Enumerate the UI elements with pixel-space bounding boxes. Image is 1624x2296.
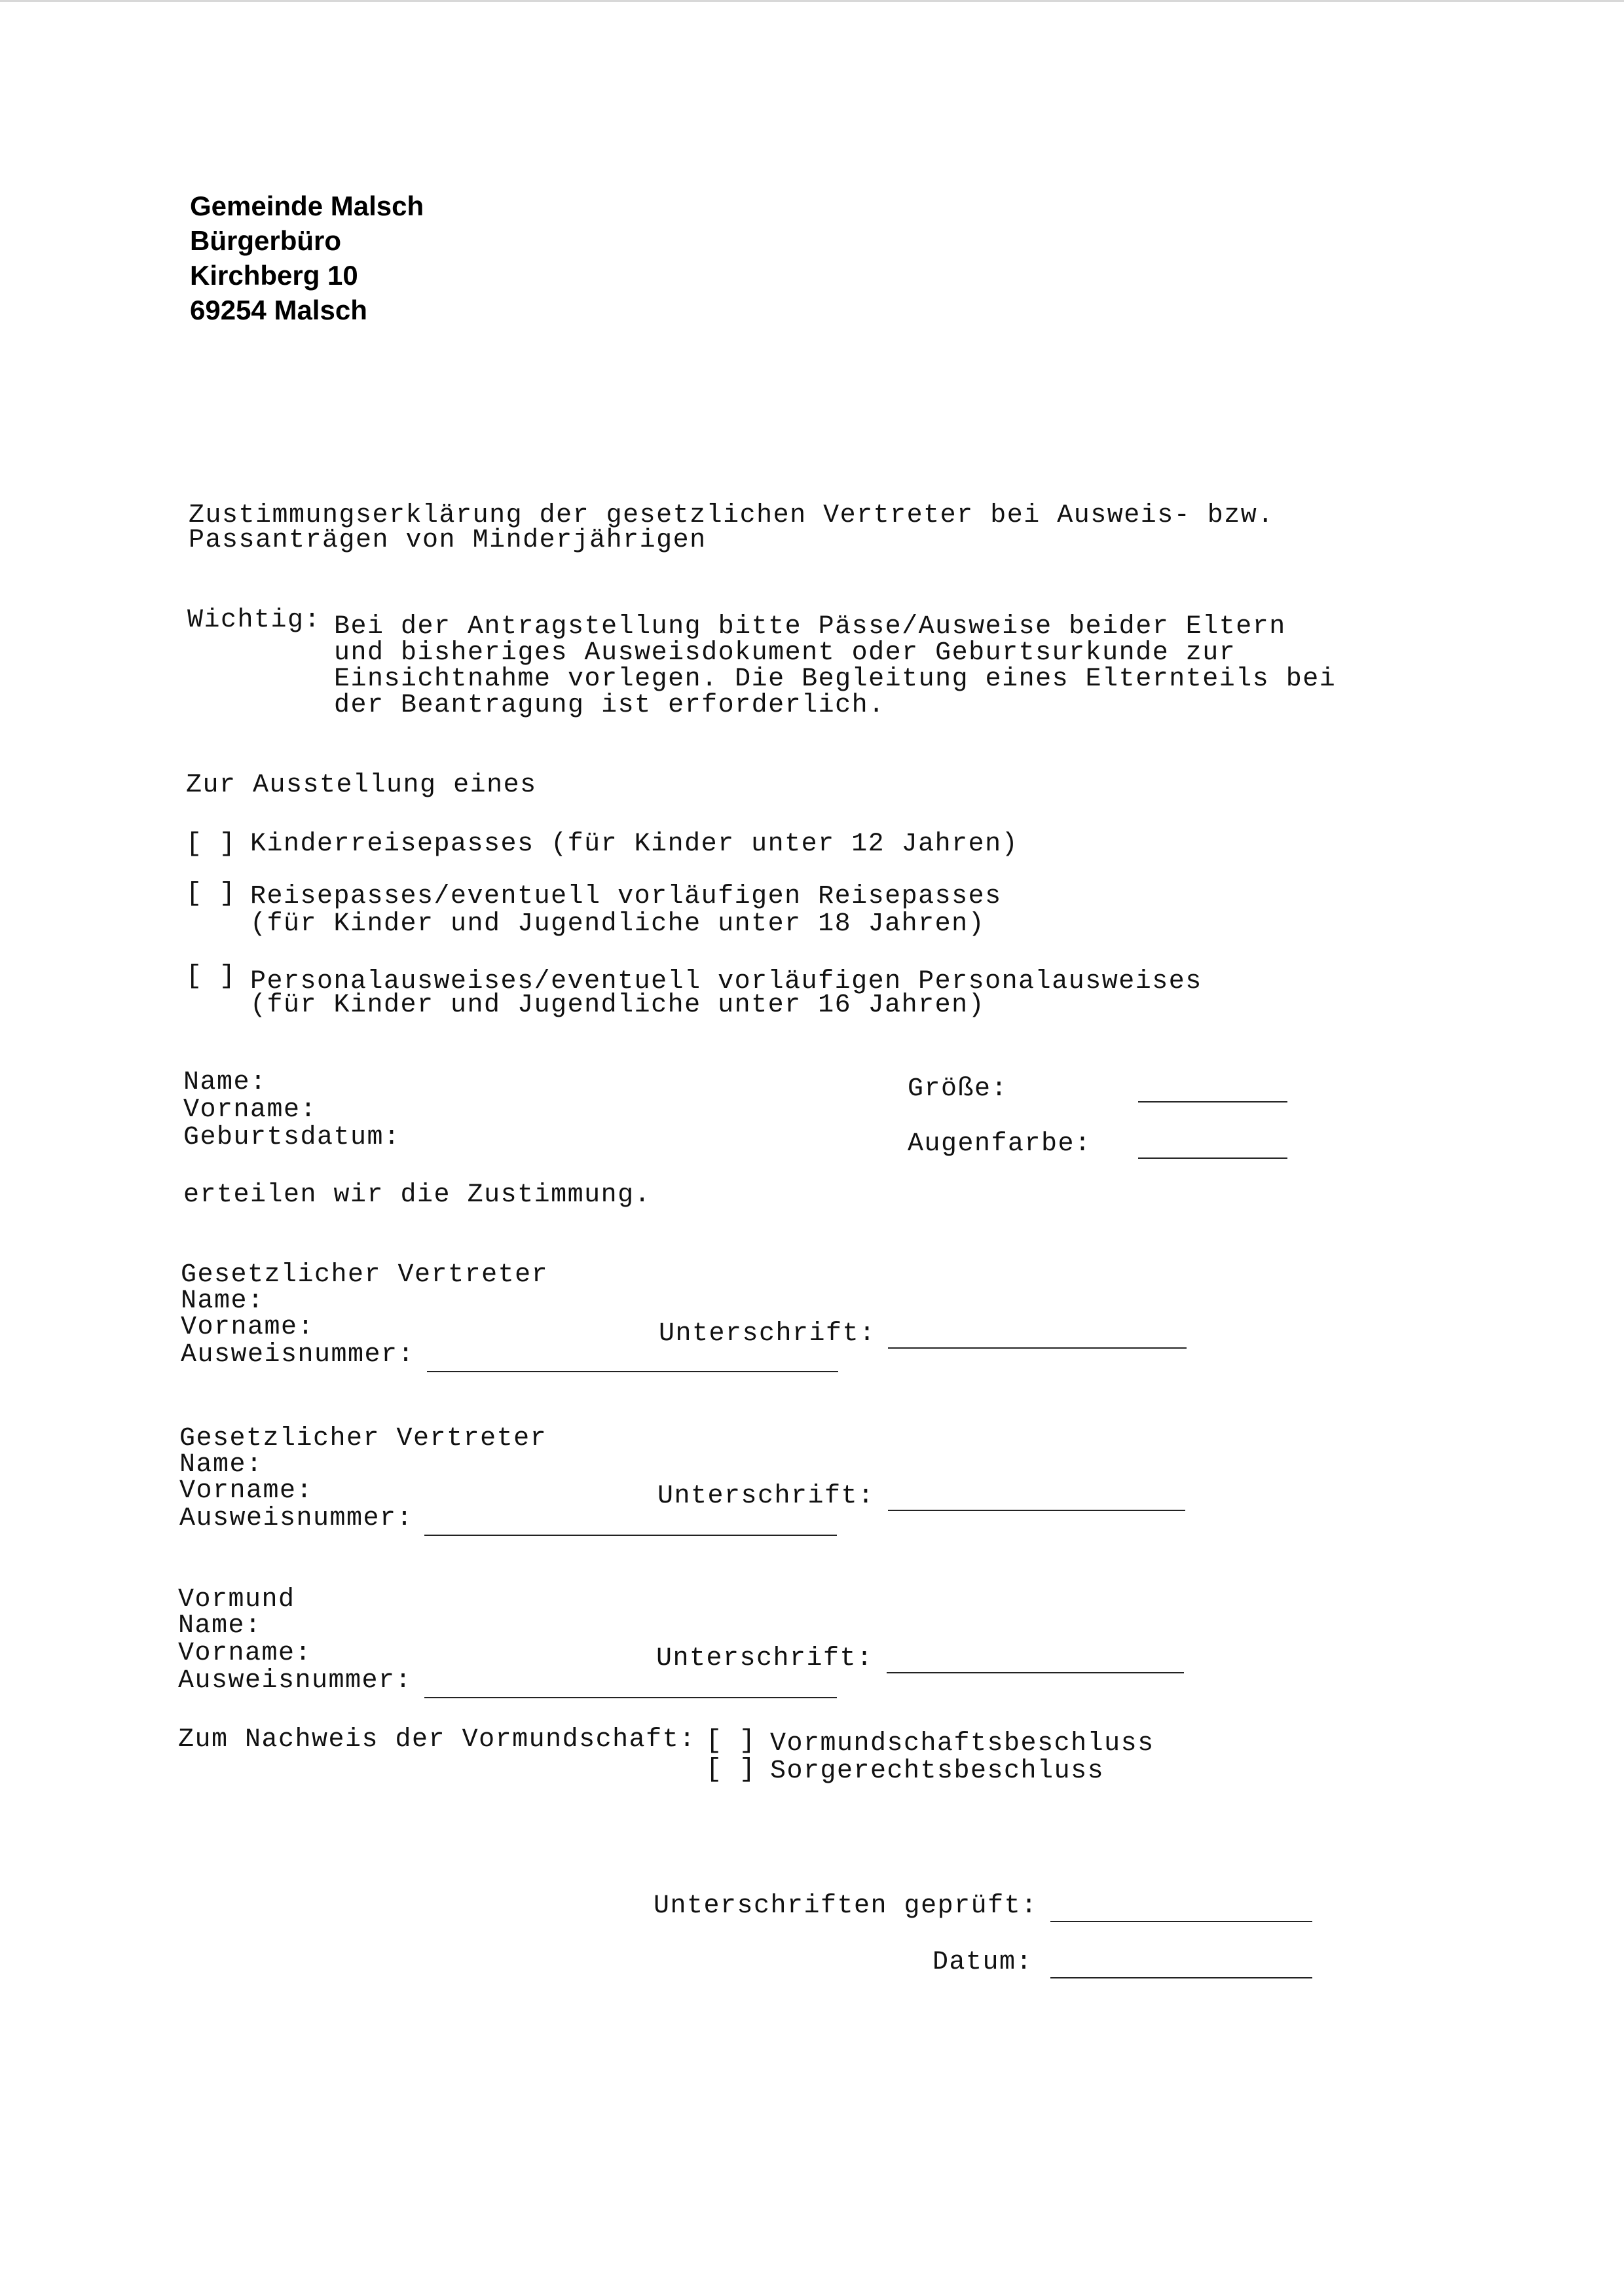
address-line-4: 69254 Malsch [190, 295, 367, 325]
guardian-name-label: Name: [178, 1611, 262, 1641]
important-line-1: Bei der Antragstellung bitte Pässe/Ausweise beider Eltern [334, 612, 1286, 642]
checkbox-personalausweis[interactable]: [ ] [186, 962, 236, 991]
representative-1-ausweis-line[interactable] [427, 1371, 838, 1372]
child-name-label: Name: [183, 1068, 267, 1097]
groesse-field-line[interactable] [1138, 1101, 1287, 1102]
groesse-label: Größe: [908, 1074, 1008, 1104]
representative-2-vorname-label: Vorname: [179, 1476, 314, 1506]
date-line[interactable] [1050, 1977, 1312, 1978]
option-vormundschaftsbeschluss: Vormundschaftsbeschluss [770, 1729, 1154, 1758]
representative-2-heading: Gesetzlicher Vertreter [179, 1424, 547, 1453]
representative-2-signature-label: Unterschrift: [657, 1482, 875, 1511]
augenfarbe-field-line[interactable] [1138, 1157, 1287, 1159]
representative-1-name-label: Name: [181, 1286, 265, 1316]
proof-label: Zum Nachweis der Vormundschaft: [178, 1725, 696, 1755]
scan-top-edge [0, 0, 1624, 2]
address-line-2: Bürgerbüro [190, 225, 341, 256]
representative-1-signature-line[interactable] [888, 1347, 1187, 1349]
important-label: Wichtig: [187, 606, 322, 635]
guardian-ausweis-label: Ausweisnummer: [178, 1666, 413, 1696]
signatures-verified-label: Unterschriften geprüft: [654, 1891, 1038, 1921]
date-label: Datum: [932, 1948, 1033, 1977]
important-line-4: der Beantragung ist erforderlich. [334, 691, 885, 720]
representative-1-vorname-label: Vorname: [181, 1313, 315, 1342]
representative-2-signature-line[interactable] [888, 1510, 1185, 1511]
representative-1-heading: Gesetzlicher Vertreter [181, 1260, 549, 1290]
guardian-heading: Vormund [178, 1585, 295, 1614]
checkbox-sorgerechtsbeschluss[interactable]: [ ] [706, 1755, 756, 1785]
augenfarbe-label: Augenfarbe: [908, 1129, 1092, 1159]
representative-1-signature-label: Unterschrift: [659, 1319, 876, 1349]
option-personalausweis-line-1: Personalausweises/eventuell vorläufigen Personalausweises [250, 967, 1202, 996]
guardian-signature-line[interactable] [887, 1672, 1184, 1673]
checkbox-kinderreisepass[interactable]: [ ] [186, 829, 236, 859]
address-line-3: Kirchberg 10 [190, 260, 358, 291]
option-kinderreisepass: Kinderreisepasses (für Kinder unter 12 Jahren) [250, 829, 1019, 859]
guardian-signature-label: Unterschrift: [656, 1644, 874, 1673]
option-reisepass-line-2: (für Kinder und Jugendliche unter 18 Jahren) [250, 909, 986, 939]
consent-text: erteilen wir die Zustimmung. [183, 1180, 652, 1210]
option-reisepass-line-1: Reisepasses/eventuell vorläufigen Reisepasses [250, 882, 1002, 911]
guardian-ausweis-line[interactable] [424, 1697, 837, 1698]
title-line-2: Passanträgen von Minderjährigen [189, 526, 707, 555]
issuance-intro: Zur Ausstellung eines [186, 771, 537, 800]
address-line-1: Gemeinde Malsch [190, 191, 424, 221]
checkbox-reisepass[interactable]: [ ] [186, 879, 236, 909]
representative-1-ausweis-label: Ausweisnummer: [181, 1340, 415, 1370]
checkbox-vormundschaftsbeschluss[interactable]: [ ] [706, 1726, 756, 1756]
option-sorgerechtsbeschluss: Sorgerechtsbeschluss [770, 1757, 1105, 1786]
child-geburtsdatum-label: Geburtsdatum: [183, 1123, 401, 1152]
signatures-verified-line[interactable] [1050, 1921, 1312, 1922]
option-personalausweis-line-2: (für Kinder und Jugendliche unter 16 Jahren) [250, 991, 986, 1020]
representative-2-ausweis-label: Ausweisnummer: [179, 1504, 414, 1533]
important-line-2: und bisheriges Ausweisdokument oder Geburtsurkunde zur [334, 638, 1236, 668]
title-line-1: Zustimmungserklärung der gesetzlichen Vertreter bei Ausweis- bzw. [189, 501, 1274, 530]
important-line-3: Einsichtnahme vorlegen. Die Begleitung eines Elternteils bei [334, 665, 1337, 694]
representative-2-name-label: Name: [179, 1450, 263, 1480]
child-vorname-label: Vorname: [183, 1095, 318, 1125]
representative-2-ausweis-line[interactable] [424, 1535, 837, 1536]
guardian-vorname-label: Vorname: [178, 1639, 312, 1668]
